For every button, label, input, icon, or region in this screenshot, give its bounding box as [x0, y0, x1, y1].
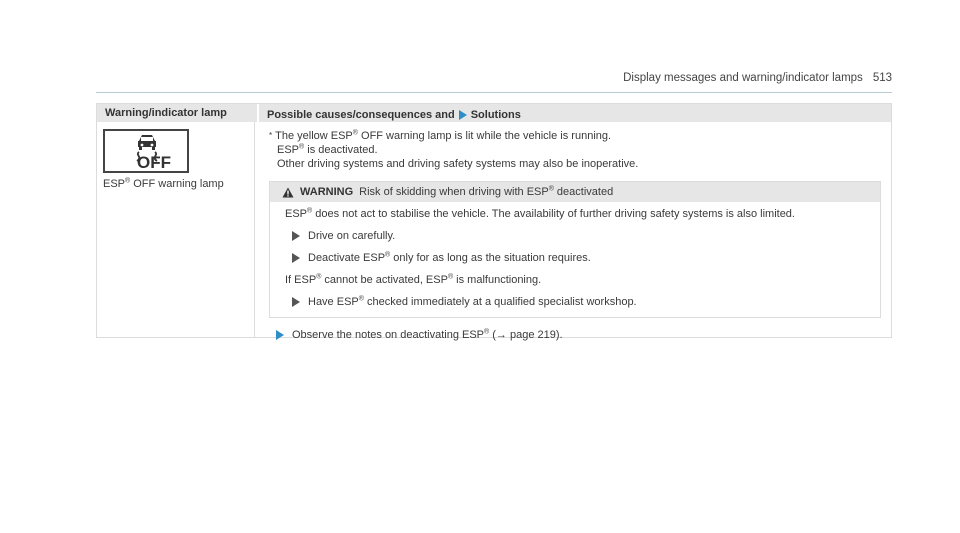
warning-box — [269, 181, 881, 318]
lamp-cell — [97, 122, 255, 337]
description-line-2: ESP® is deactivated. — [277, 143, 378, 156]
description-line-3: Other driving systems and driving safety systems may also be inoperative. — [277, 158, 639, 170]
warning-triangle-icon — [282, 187, 294, 198]
page-header — [623, 72, 892, 84]
header-title: Display messages and warning/indicator lamps — [623, 72, 863, 84]
description-line-1: * The yellow ESP® OFF warning lamp is lit while the vehicle is running. — [269, 129, 612, 142]
esp-off-lamp-icon — [103, 129, 189, 173]
warning-step-3: Have ESP® checked immediately at a qualified specialist workshop. — [292, 295, 880, 309]
lamp-table — [96, 103, 892, 341]
col-header-lamp: Warning/indicator lamp — [97, 104, 259, 122]
warning-label: WARNING — [300, 186, 354, 198]
warning-title: Risk of skidding when driving with ESP® deactivated — [359, 185, 614, 198]
warning-header — [270, 182, 880, 202]
warning-step-1: Drive on carefully. — [292, 229, 880, 243]
solution-arrow-icon — [459, 110, 467, 120]
table-header — [97, 104, 891, 122]
step-arrow-icon — [292, 297, 300, 307]
warning-condition: If ESP® cannot be activated, ESP® is malfunctioning. — [285, 273, 542, 286]
step-arrow-icon — [292, 253, 300, 263]
header-rule — [96, 92, 892, 93]
col-header-solutions-label: Solutions — [470, 108, 521, 121]
col-header-causes — [259, 104, 891, 122]
col-header-causes-label: Possible causes/consequences and — [267, 108, 455, 121]
lamp-icon-off-text: OFF — [137, 153, 171, 172]
step-arrow-icon — [276, 330, 284, 340]
lamp-caption: ESP® OFF warning lamp — [103, 177, 224, 190]
table-row — [97, 122, 891, 341]
page-number: 513 — [872, 72, 892, 84]
warning-step-2: Deactivate ESP® only for as long as the situation requires. — [292, 251, 880, 265]
step-arrow-icon — [292, 231, 300, 241]
page-ref-link[interactable]: page 219). — [506, 329, 563, 341]
causes-cell — [255, 122, 891, 341]
page-ref-arrow-icon: → — [495, 329, 507, 341]
warning-text: ESP® does not act to stabilise the vehicle. The availability of further driving safety systems is also limited. — [285, 207, 795, 220]
warning-body — [270, 202, 880, 317]
final-step: Observe the notes on deactivating ESP® (→ page 219). — [276, 328, 881, 342]
